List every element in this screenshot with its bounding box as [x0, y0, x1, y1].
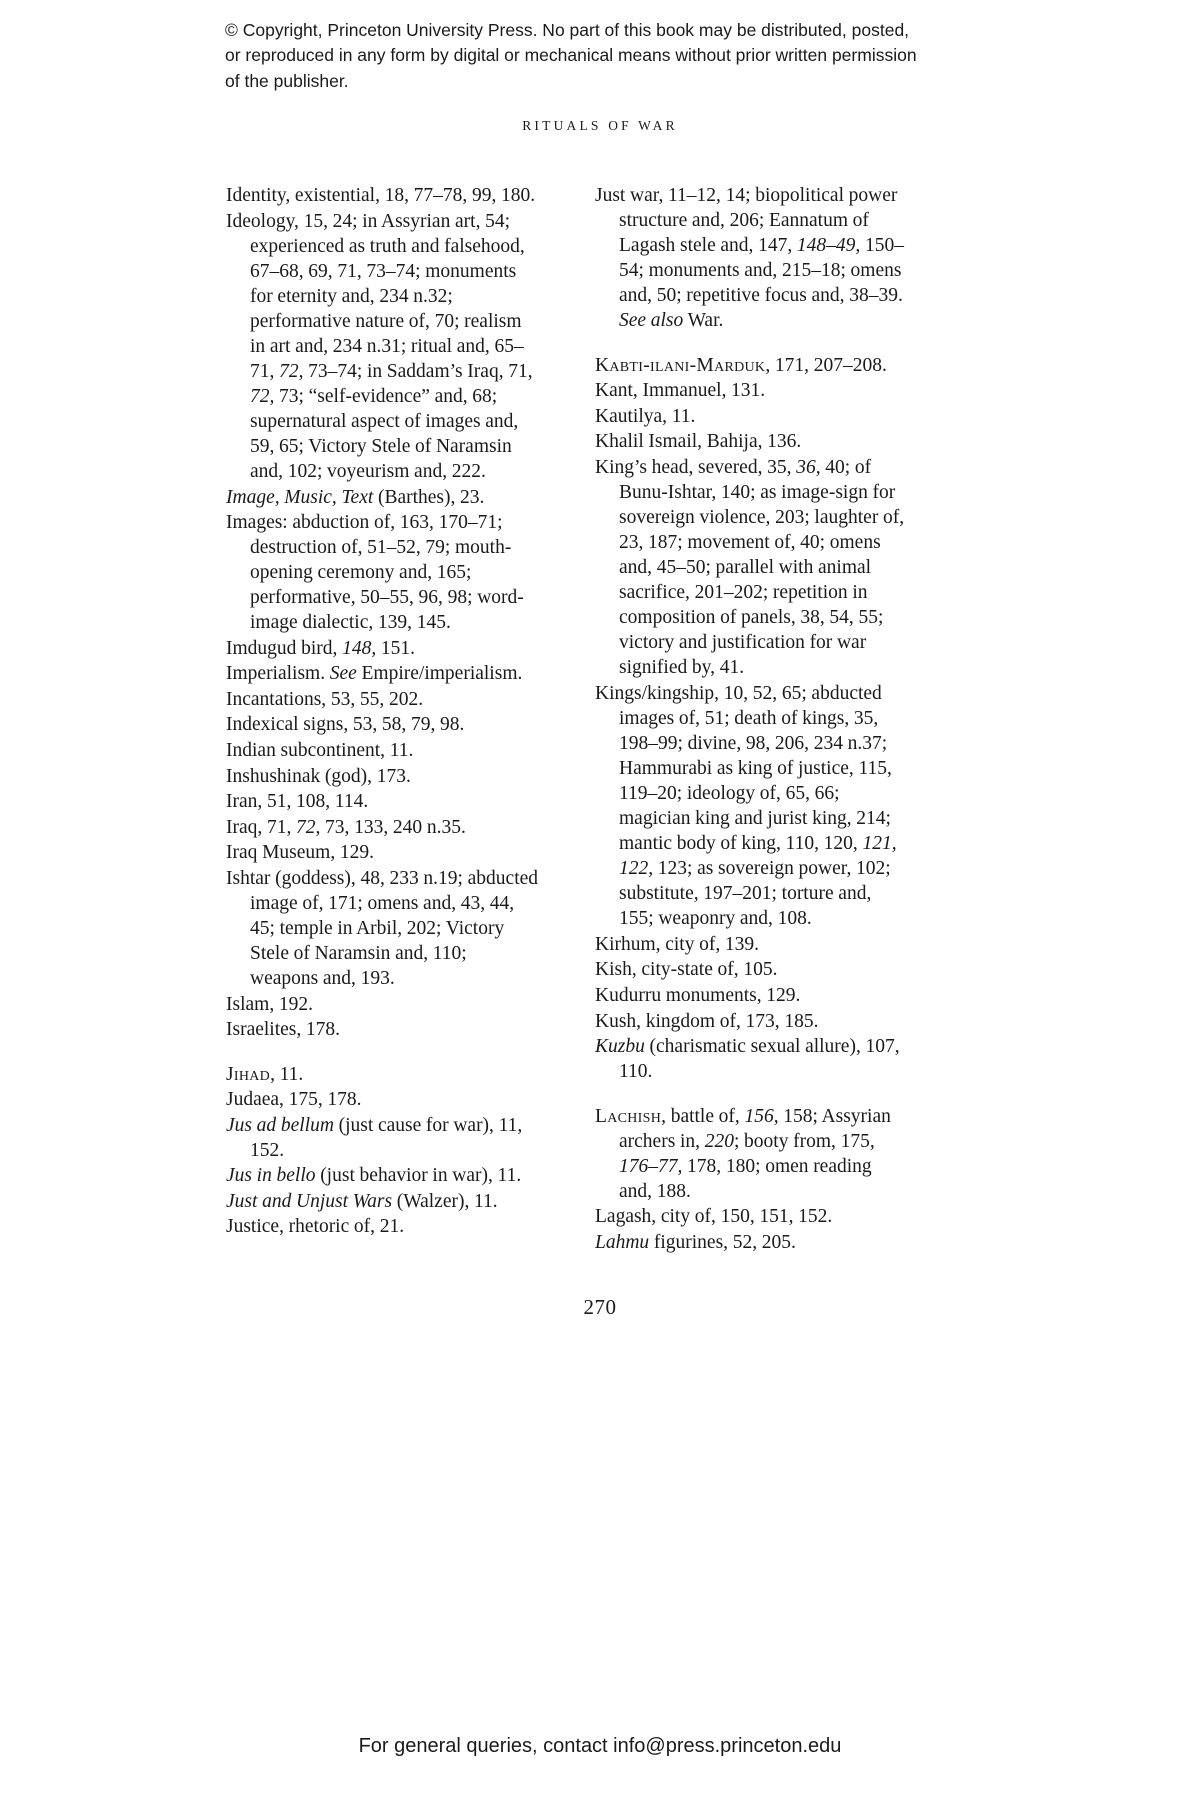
index-entry: Iraq Museum, 129. [226, 842, 374, 864]
index-entry: Iran, 51, 108, 114. [226, 791, 369, 813]
index-entry: Ideology, 15, 24; in Assyrian art, 54; experienced as truth and falsehood, 67–68, 69, 71, 73–74; monuments for eternity and, 234 n.32; performative nature of, 70; realism in art and, 234 n.31; ritual and, 65–71, 72, 73–74; in Saddam’s Iraq, 71, 72, 73; “self-evidence” and, 68; supernatural aspect of images and, 59, 65; Victory Stele of Naramsin and, 102; voyeurism and, 222. [226, 210, 533, 483]
index-entry: Inshushinak (god), 173. [226, 765, 411, 787]
index-entry: Just and Unjust Wars (Walzer), 11. [226, 1190, 498, 1212]
index-column-left [226, 183, 539, 1255]
index-entry: Jus ad bellum (just cause for war), 11, 152. [226, 1114, 523, 1161]
index-entry: Ishtar (goddess), 48, 233 n.19; abducted image of, 171; omens and, 43, 44, 45; temple in Arbil, 202; Victory Stele of Naramsin and, 110; weapons and, 193. [226, 867, 539, 989]
index-entry: Islam, 192. [226, 993, 313, 1015]
index-entry: Incantations, 53, 55, 202. [226, 688, 424, 710]
index-entry: Indexical signs, 53, 58, 79, 98. [226, 714, 465, 736]
index-entry: Lachish, battle of, 156, 158; Assyrian archers in, 220; booty from, 175, 176–77, 178, 180; omen reading and, 188. [595, 1105, 891, 1202]
index-entry: Indian subcontinent, 11. [226, 740, 414, 762]
index-entry: Kant, Immanuel, 131. [595, 380, 766, 402]
index-entry: Jihad, 11. [226, 1063, 304, 1085]
index-entry: Judaea, 175, 178. [226, 1089, 362, 1111]
index-section-gap [595, 1085, 908, 1104]
index-entry: Israelites, 178. [226, 1019, 341, 1041]
index-entry: Justice, rhetoric of, 21. [226, 1216, 405, 1238]
index-entry: Iraq, 71, 72, 73, 133, 240 n.35. [226, 816, 466, 838]
index-entry: Identity, existential, 18, 77–78, 99, 180. [226, 185, 536, 206]
index-entry: Kish, city-state of, 105. [595, 959, 778, 981]
index-section-gap [595, 334, 908, 353]
index-entry: Lagash, city of, 150, 151, 152. [595, 1206, 833, 1228]
footer-notice: For general queries, contact info@press.princeton.edu [358, 1735, 842, 1757]
index-section-gap [226, 1043, 539, 1062]
index-column-right [595, 183, 908, 1255]
index-entry: King’s head, severed, 35, 36, 40; of Bunu-Ishtar, 140; as image-sign for sovereign violence, 203; laughter of, 23, 187; movement of, 40; omens and, 45–50; parallel with animal sacrifice, 201–202; repetition in composition of panels, 38, 54, 55; victory and justification for war signified by, 41. [595, 456, 905, 679]
index-entry: Kuzbu (charismatic sexual allure), 107, 110. [595, 1036, 900, 1083]
index-entry: Kirhum, city of, 139. [595, 933, 760, 955]
page-number: 270 [583, 1295, 617, 1319]
index-entry: Khalil Ismail, Bahija, 136. [595, 431, 802, 453]
running-head: RITUALS OF WAR [522, 118, 678, 133]
index-entry: Imperialism. See Empire/imperialism. [226, 663, 523, 685]
index-entry: Kings/kingship, 10, 52, 65; abducted images of, 51; death of kings, 35, 198–99; divine, 98, 206, 234 n.37; Hammurabi as king of justice, 115, 119–20; ideology of, 65, 66; magician king and jurist king, 214; mantic body of king, 110, 120, 121, 122, 123; as sovereign power, 102; substitute, 197–201; torture and, 155; weaponry and, 108. [595, 682, 897, 930]
index-entry: Images: abduction of, 163, 170–71; destruction of, 51–52, 79; mouth-opening ceremony and, 165; performative, 50–55, 96, 98; word-image dialectic, 139, 145. [226, 512, 524, 634]
index-body [226, 183, 908, 1255]
copyright-notice: © Copyright, Princeton University Press. No part of this book may be distributed, posted, or reproduced in any form by digital or mechanical means without prior written permission of the publisher. [225, 20, 917, 91]
index-entry: Kabti-ilani-Marduk, 171, 207–208. [595, 354, 887, 376]
index-entry: Kush, kingdom of, 173, 185. [595, 1010, 819, 1032]
index-entry: Jus in bello (just behavior in war), 11. [226, 1165, 522, 1187]
index-entry: Kudurru monuments, 129. [595, 984, 801, 1006]
index-entry: Imdugud bird, 148, 151. [226, 637, 415, 659]
index-entry: Lahmu figurines, 52, 205. [595, 1231, 796, 1253]
index-entry: Just war, 11–12, 14; biopolitical power structure and, 206; Eannatum of Lagash stele and, 147, 148–49, 150–54; monuments and, 215–18; omens and, 50; repetitive focus and, 38–39. See also War. [595, 185, 904, 332]
index-entry: Image, Music, Text (Barthes), 23. [226, 486, 485, 508]
index-entry: Kautilya, 11. [595, 405, 696, 427]
